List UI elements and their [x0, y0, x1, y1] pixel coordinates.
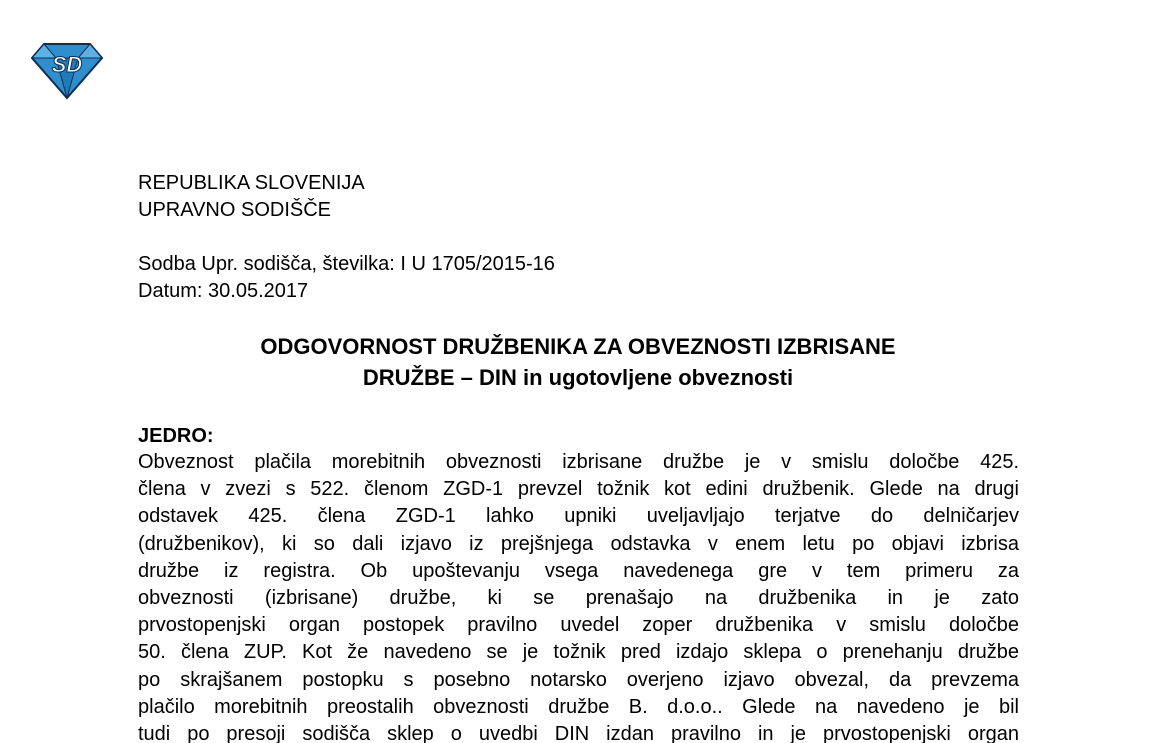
jedro-line: odstavek 425. člena ZGD-1 lahko upniki uveljavljajo terjatve do delničarjev	[138, 505, 1019, 528]
jedro-line: po skrajšanem postopku s posebno notarsko overjeno izjavo obvezal, da prevzema	[138, 668, 1019, 691]
svg-text:SD: SD	[51, 52, 83, 77]
case-info	[138, 251, 555, 305]
jedro-line: člena v zvezi s 522. členom ZGD-1 prevzel tožnik kot edini družbenik. Glede na drugi	[138, 478, 1019, 501]
country-name: REPUBLIKA SLOVENIJA	[138, 172, 365, 194]
title-line-2: DRUŽBE – DIN in ugotovljene obveznosti	[362, 365, 794, 390]
case-date: Datum: 30.05.2017	[138, 280, 309, 302]
jedro-line: 50. člena ZUP. Kot že navedeno se je tožnik pred izdajo sklepa o prenehanju družbe	[138, 641, 1019, 664]
jedro-line: prvostopenjski organ postopek pravilno uvedel zoper družbenika v smislu določbe	[138, 614, 1019, 637]
jedro-line: družbe iz registra. Ob upoštevanju vsega navedenega gre v tem primeru za	[138, 559, 1019, 582]
jedro-heading: JEDRO:	[138, 425, 214, 447]
jedro-line: (družbenikov), ki so dali izjavo iz prejšnjega odstavka v enem letu po objavi izbrisa	[138, 532, 1019, 555]
diamond-shield-icon	[30, 40, 104, 100]
title-line-1: ODGOVORNOST DRUŽBENIKA ZA OBVEZNOSTI IZBRISANE	[260, 334, 896, 359]
document-title	[138, 331, 1018, 393]
court-header	[138, 170, 365, 224]
court-name: UPRAVNO SODIŠČE	[138, 199, 331, 221]
jedro-line: plačilo morebitnih preostalih obveznosti družbe B. d.o.o.. Glede na navedeno je bil	[138, 695, 1019, 718]
jedro-line: tudi po presoji sodišča sklep o uvedbi DIN izdan pravilno in je prvostopenjski organ	[138, 722, 1019, 743]
case-reference: Sodba Upr. sodišča, številka: I U 1705/2015-16	[138, 253, 555, 275]
jedro-body	[138, 449, 1019, 743]
jedro-line: Obveznost plačila morebitnih obveznosti izbrisane družbe je v smislu določbe 425.	[138, 451, 1019, 473]
court-logo	[30, 40, 104, 100]
jedro-line: obveznosti (izbrisane) družbe, ki se prenašajo na družbenika in je zato	[138, 586, 1019, 609]
